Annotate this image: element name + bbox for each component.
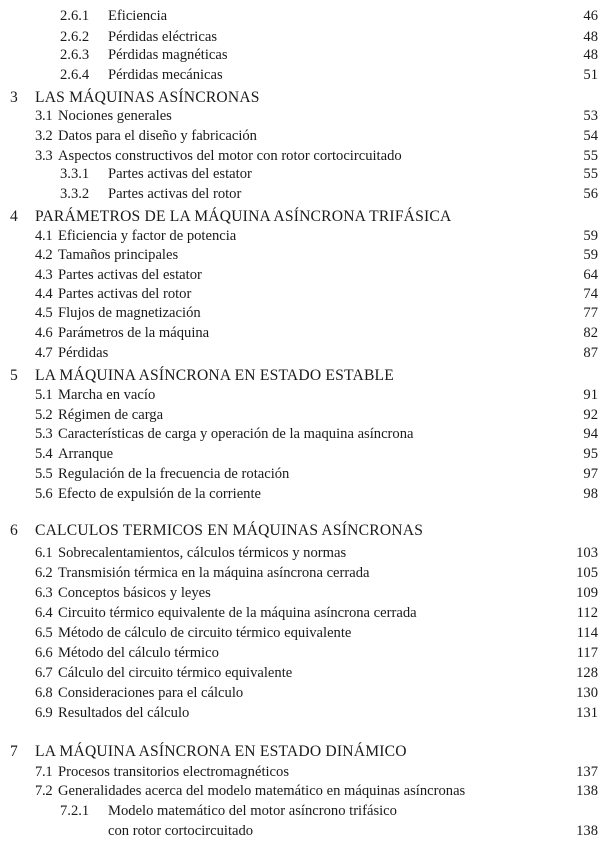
toc-entry [0, 65, 600, 85]
entry-page-number: 94 [583, 426, 598, 442]
entry-title: Efecto de expulsión de la corriente [58, 486, 262, 502]
toc-entry [0, 683, 600, 703]
toc-entry [0, 484, 600, 504]
toc-entry [0, 284, 600, 304]
entry-number: 5.5 [35, 466, 53, 482]
entry-title: Arranque [58, 446, 114, 462]
entry-page-number: 137 [576, 764, 598, 780]
entry-number: 5.6 [35, 486, 53, 502]
entry-title: Generalidades acerca del modelo matemático en máquinas asíncronas [58, 783, 466, 799]
entry-title: Pérdidas magnéticas [108, 47, 228, 63]
entry-number: 3 [10, 89, 18, 106]
entry-number: 2.6.4 [60, 67, 90, 83]
entry-title: LA MÁQUINA ASÍNCRONA EN ESTADO DINÁMICO [35, 743, 407, 760]
entry-title: Eficiencia [108, 8, 168, 24]
toc-entry [0, 821, 600, 841]
entry-page-number: 48 [583, 29, 598, 45]
toc-entry [0, 146, 600, 166]
entry-title: Flujos de magnetización [58, 305, 201, 321]
entry-number: 4.2 [35, 247, 53, 263]
entry-title: Circuito térmico equivalente de la máquina asíncrona cerrada [58, 605, 417, 621]
entry-page-number: 105 [576, 565, 598, 581]
entry-title: Pérdidas [58, 345, 109, 361]
entry-title: Partes activas del rotor [108, 186, 242, 202]
entry-page-number: 74 [583, 286, 598, 302]
entry-title: LAS MÁQUINAS ASÍNCRONAS [35, 89, 260, 106]
entry-page-number: 138 [576, 823, 598, 839]
toc-entry [0, 303, 600, 323]
entry-page-number: 128 [576, 665, 598, 681]
entry-number: 4.5 [35, 305, 53, 321]
entry-number: 2.6.2 [60, 29, 90, 45]
entry-title: Tamaños principales [58, 247, 179, 263]
entry-page-number: 55 [583, 166, 598, 182]
entry-number: 4.4 [35, 286, 53, 302]
entry-title: PARÁMETROS DE LA MÁQUINA ASÍNCRONA TRIFÁSICA [35, 208, 452, 225]
entry-title: Características de carga y operación de la maquina asíncrona [58, 426, 414, 442]
toc-entry [0, 801, 600, 821]
entry-number: 5 [10, 367, 18, 384]
toc-entry [0, 444, 600, 464]
entry-page-number: 131 [576, 705, 598, 721]
entry-number: 6.8 [35, 685, 53, 701]
toc-entry [0, 643, 600, 663]
toc-entry [0, 563, 600, 583]
entry-title: Modelo matemático del motor asíncrono trifásico [108, 803, 397, 819]
entry-title: Aspectos constructivos del motor con rotor cortocircuitado [58, 148, 402, 164]
entry-page-number: 114 [576, 625, 598, 641]
entry-title: Nociones generales [58, 108, 172, 124]
entry-number: 6.1 [35, 545, 53, 561]
toc-entry [0, 385, 600, 405]
entry-number: 3.1 [35, 108, 53, 124]
entry-page-number: 87 [583, 345, 598, 361]
entry-number: 5.1 [35, 387, 53, 403]
toc-entry [0, 6, 600, 26]
entry-title: Pérdidas eléctricas [108, 29, 217, 45]
entry-title: Pérdidas mecánicas [108, 67, 223, 83]
entry-number: 7.2.1 [60, 803, 90, 819]
entry-page-number: 82 [583, 325, 598, 341]
toc-entry [0, 106, 600, 126]
entry-number: 6.3 [35, 585, 53, 601]
entry-number: 6.6 [35, 645, 53, 661]
toc-chapter [0, 207, 600, 227]
entry-page-number: 59 [583, 228, 598, 244]
entry-page-number: 64 [583, 267, 598, 283]
toc-entry [0, 245, 600, 265]
entry-title: Marcha en vacío [58, 387, 156, 403]
entry-number: 4.1 [35, 228, 53, 244]
entry-page-number: 55 [583, 148, 598, 164]
entry-number: 2.6.1 [60, 8, 90, 24]
toc-entry [0, 164, 600, 184]
toc-entry [0, 703, 600, 723]
toc-entry [0, 126, 600, 146]
entry-number: 6.5 [35, 625, 53, 641]
entry-page-number: 97 [583, 466, 598, 482]
entry-number: 5.2 [35, 407, 53, 423]
toc-entry [0, 343, 600, 363]
entry-page-number: 138 [576, 783, 598, 799]
entry-title: Cálculo del circuito térmico equivalente [58, 665, 293, 681]
toc-entry [0, 464, 600, 484]
entry-number: 3.3.2 [60, 186, 90, 202]
entry-title: Consideraciones para el cálculo [58, 685, 244, 701]
entry-page-number: 103 [576, 545, 598, 561]
toc-entry [0, 226, 600, 246]
toc-entry [0, 543, 600, 563]
entry-page-number: 59 [583, 247, 598, 263]
toc-entry [0, 762, 600, 782]
toc-entry [0, 424, 600, 444]
entry-title: Eficiencia y factor de potencia [58, 228, 237, 244]
entry-number: 6.2 [35, 565, 53, 581]
entry-title: Sobrecalentamientos, cálculos térmicos y normas [58, 545, 347, 561]
entry-title: Partes activas del rotor [58, 286, 192, 302]
entry-title: Transmisión térmica en la máquina asíncrona cerrada [58, 565, 370, 581]
entry-number: 3.3.1 [60, 166, 90, 182]
entry-title: Método del cálculo térmico [58, 645, 219, 661]
entry-number: 6.4 [35, 605, 53, 621]
entry-number: 4 [10, 208, 18, 225]
entry-page-number: 77 [583, 305, 598, 321]
entry-number: 6.9 [35, 705, 53, 721]
entry-number: 3.3 [35, 148, 53, 164]
toc-chapter [0, 521, 600, 541]
entry-page-number: 130 [576, 685, 598, 701]
entry-title: Parámetros de la máquina [58, 325, 210, 341]
entry-page-number: 95 [583, 446, 598, 462]
entry-page-number: 112 [576, 605, 598, 621]
entry-title: Resultados del cálculo [58, 705, 190, 721]
toc-entry [0, 781, 600, 801]
entry-title: con rotor cortocircuitado [108, 823, 254, 839]
entry-number: 7.1 [35, 764, 53, 780]
entry-page-number: 98 [583, 486, 598, 502]
toc-entry [0, 583, 600, 603]
entry-page-number: 91 [583, 387, 598, 403]
entry-title: Partes activas del estator [108, 166, 252, 182]
entry-page-number: 54 [583, 128, 598, 144]
entry-title: Datos para el diseño y fabricación [58, 128, 257, 144]
toc-entry [0, 623, 600, 643]
entry-page-number: 117 [576, 645, 598, 661]
toc-entry [0, 265, 600, 285]
entry-title: Regulación de la frecuencia de rotación [58, 466, 290, 482]
entry-page-number: 56 [583, 186, 598, 202]
toc-chapter [0, 742, 600, 762]
toc-entry [0, 405, 600, 425]
entry-page-number: 46 [583, 8, 598, 24]
entry-number: 4.7 [35, 345, 53, 361]
toc-entry [0, 45, 600, 65]
entry-number: 4.3 [35, 267, 53, 283]
entry-title: Procesos transitorios electromagnéticos [58, 764, 290, 780]
entry-number: 6.7 [35, 665, 53, 681]
entry-page-number: 92 [583, 407, 598, 423]
entry-number: 5.4 [35, 446, 53, 462]
entry-title: LA MÁQUINA ASÍNCRONA EN ESTADO ESTABLE [35, 367, 395, 384]
entry-number: 4.6 [35, 325, 53, 341]
entry-number: 7.2 [35, 783, 53, 799]
entry-title: Conceptos básicos y leyes [58, 585, 211, 601]
entry-title: Régimen de carga [58, 407, 164, 423]
entry-number: 5.3 [35, 426, 53, 442]
entry-page-number: 109 [576, 585, 598, 601]
toc-entry [0, 603, 600, 623]
toc-entry [0, 27, 600, 47]
entry-number: 2.6.3 [60, 47, 90, 63]
entry-number: 3.2 [35, 128, 53, 144]
toc-chapter [0, 366, 600, 386]
toc-entry [0, 323, 600, 343]
entry-title: CALCULOS TERMICOS EN MÁQUINAS ASÍNCRONAS [35, 522, 424, 539]
toc-entry [0, 184, 600, 204]
entry-number: 7 [10, 743, 18, 760]
entry-page-number: 53 [583, 108, 598, 124]
entry-title: Método de cálculo de circuito térmico equivalente [58, 625, 352, 641]
entry-number: 6 [10, 522, 18, 539]
entry-page-number: 48 [583, 47, 598, 63]
toc-entry [0, 663, 600, 683]
entry-title: Partes activas del estator [58, 267, 202, 283]
entry-page-number: 51 [583, 67, 598, 83]
toc-chapter [0, 88, 600, 108]
